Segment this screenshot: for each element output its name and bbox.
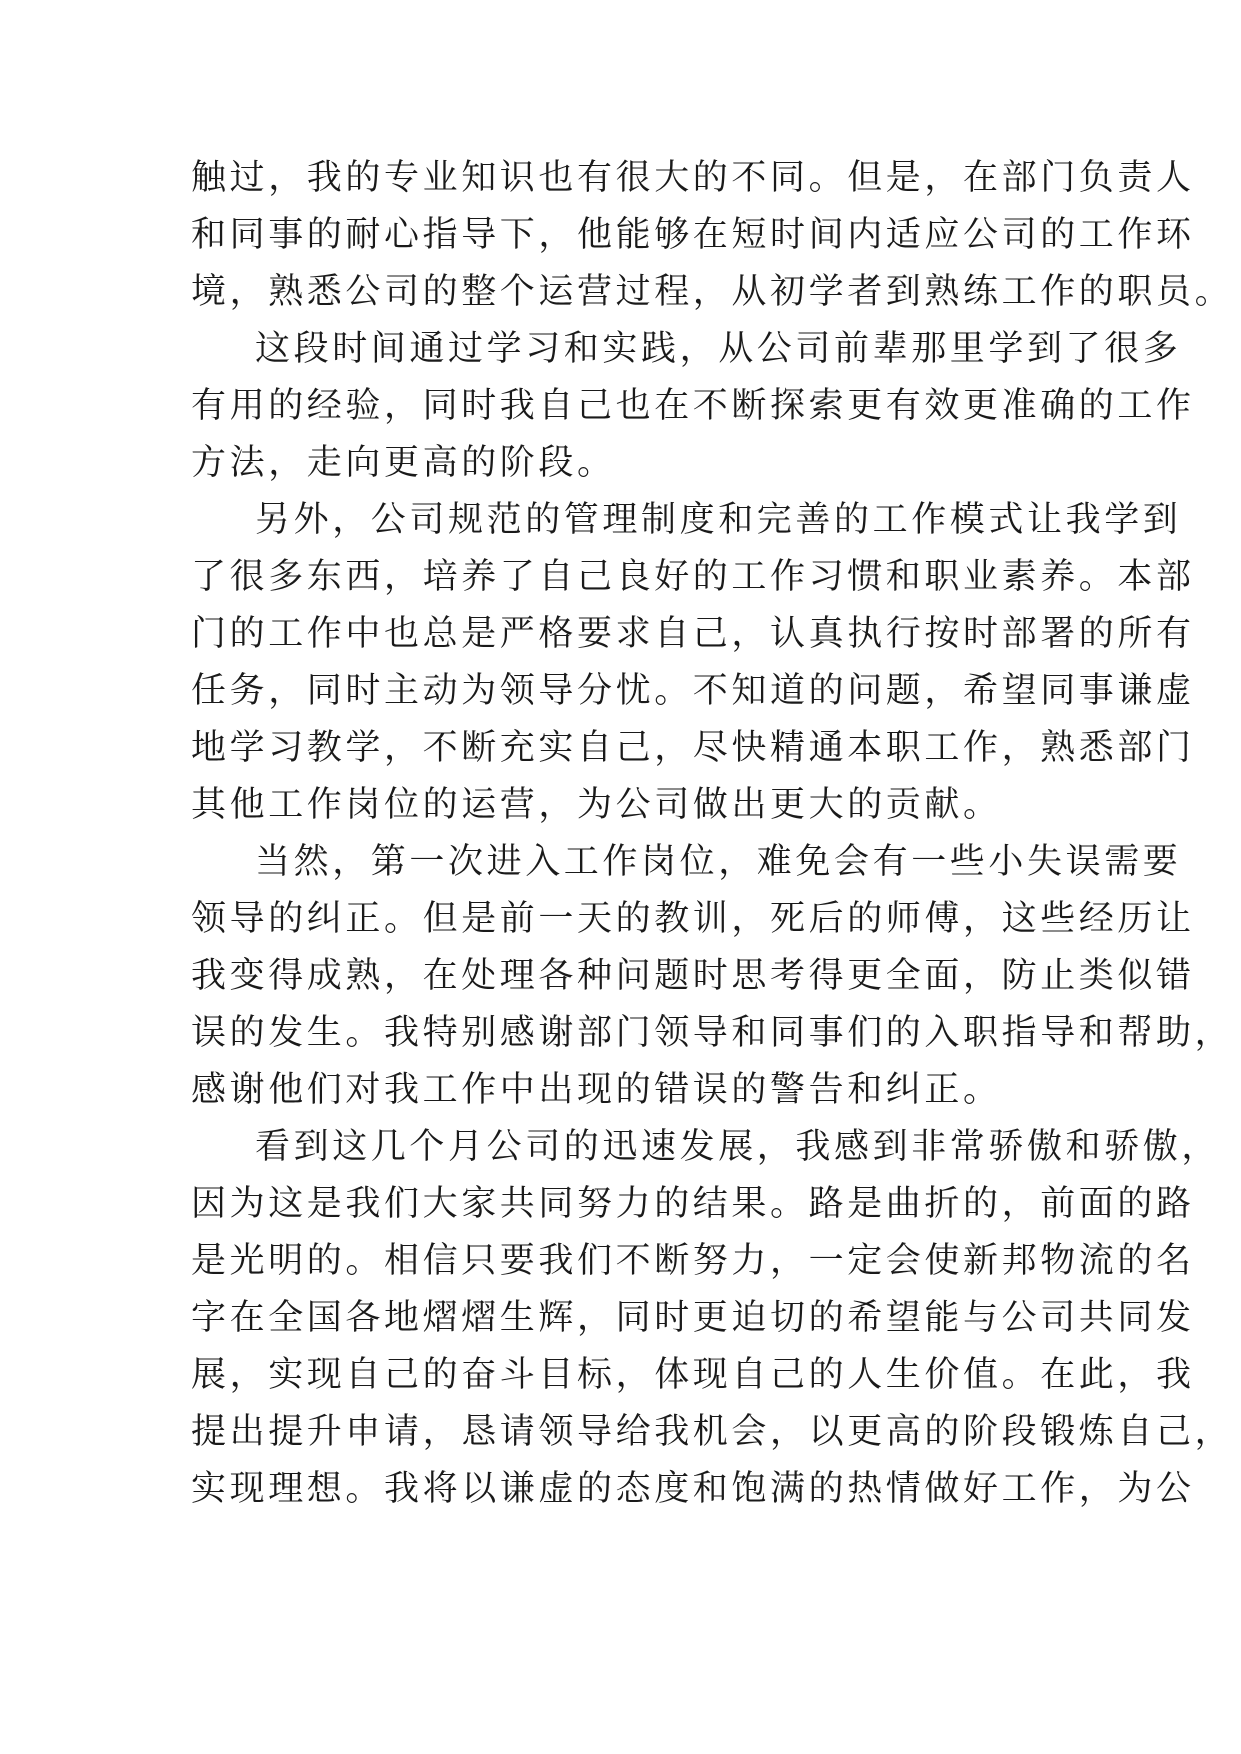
text-line: 因为这是我们大家共同努力的结果。路是曲折的，前面的路 <box>191 1184 1195 1224</box>
text-line: 有用的经验，同时我自己也在不断探索更有效更准确的工作 <box>191 386 1195 426</box>
text-line: 和同事的耐心指导下，他能够在短时间内适应公司的工作环 <box>191 215 1195 255</box>
text-line: 任务，同时主动为领导分忧。不知道的问题，希望同事谦虚 <box>191 671 1195 711</box>
text-line: 了很多东西，培养了自己良好的工作习惯和职业素养。本部 <box>191 557 1195 597</box>
text-line: 感谢他们对我工作中出现的错误的警告和纠正。 <box>191 1070 1002 1110</box>
text-line: 境，熟悉公司的整个运营过程，从初学者到熟练工作的职员。 <box>191 272 1234 312</box>
text-line: 其他工作岗位的运营，为公司做出更大的贡献。 <box>191 785 1002 825</box>
text-line: 我变得成熟，在处理各种问题时思考得更全面，防止类似错 <box>191 956 1195 996</box>
text-line: 地学习教学，不断充实自己，尽快精通本职工作，熟悉部门 <box>191 728 1195 768</box>
text-line: 是光明的。相信只要我们不断努力，一定会使新邦物流的名 <box>191 1241 1195 1281</box>
paragraph-first-line: 当然，第一次进入工作岗位，难免会有一些小失误需要 <box>255 842 1182 882</box>
document-body <box>191 150 1234 1518</box>
text-line: 提出提升申请，恳请领导给我机会，以更高的阶段锻炼自己， <box>191 1412 1234 1452</box>
text-line: 门的工作中也总是严格要求自己，认真执行按时部署的所有 <box>191 614 1195 654</box>
text-line: 触过，我的专业知识也有很大的不同。但是，在部门负责人 <box>191 158 1195 198</box>
text-line: 字在全国各地熠熠生辉，同时更迫切的希望能与公司共同发 <box>191 1298 1195 1338</box>
paragraph-first-line: 看到这几个月公司的迅速发展，我感到非常骄傲和骄傲， <box>255 1127 1221 1167</box>
paragraph-first-line: 这段时间通过学习和实践，从公司前辈那里学到了很多 <box>255 329 1182 369</box>
text-line: 领导的纠正。但是前一天的教训，死后的师傅，这些经历让 <box>191 899 1195 939</box>
paragraph-first-line: 另外，公司规范的管理制度和完善的工作模式让我学到 <box>255 500 1182 540</box>
text-line: 方法，走向更高的阶段。 <box>191 443 616 483</box>
text-line: 误的发生。我特别感谢部门领导和同事们的入职指导和帮助， <box>191 1013 1234 1053</box>
text-line: 实现理想。我将以谦虚的态度和饱满的热情做好工作，为公 <box>191 1469 1195 1509</box>
text-line: 展，实现自己的奋斗目标，体现自己的人生价值。在此，我 <box>191 1355 1195 1395</box>
